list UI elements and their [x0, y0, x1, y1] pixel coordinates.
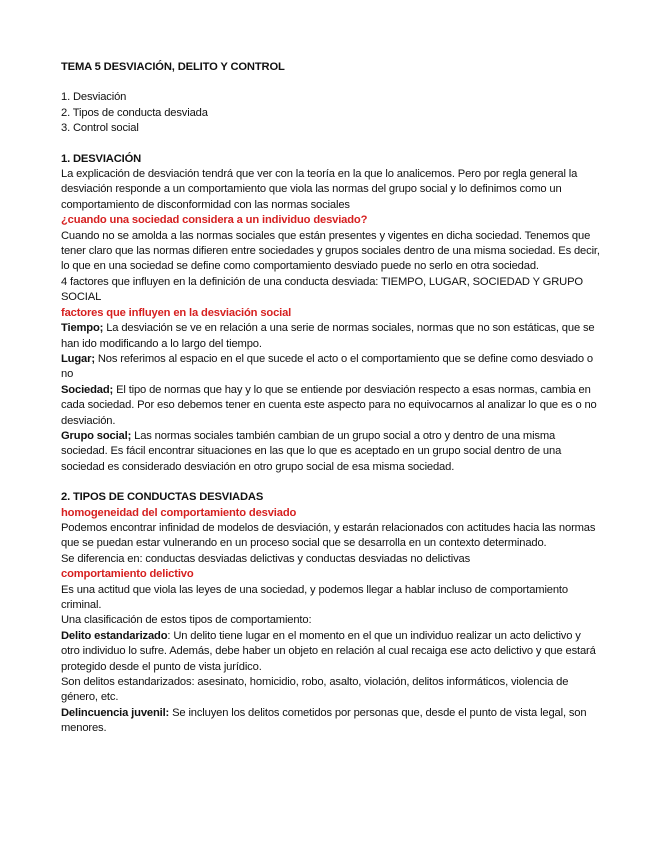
crime-text: : Un delito tiene lugar en el momento en el que un individuo realizar un acto delictivo y otro individuo lo sufre. Además, debe haber un objeto en relación al cual recaiga ese acto delictivo y que estará protegido desde el punto de vista jurídico. — [61, 629, 596, 673]
crime-text: Se incluyen los delitos cometidos por personas que, desde el punto de vista legal, son menores. — [61, 706, 587, 735]
factor-label: Tiempo; — [61, 322, 104, 335]
paragraph: La explicación de desviación tendrá que ver con la teoría en la que lo analicemos. Pero por regla general la desviación responde a un comportamiento que viola las normas del grupo social y lo definimos como un comportamiento de disconformidad con las normas sociales — [61, 168, 578, 211]
paragraph: Es una actitud que viola las leyes de una sociedad, y podemos llegar a hablar incluso de comportamiento criminal. — [61, 583, 568, 611]
crime-label: Delincuencia juvenil: — [61, 706, 170, 719]
factor-paragraph — [61, 321, 601, 352]
crime-label: Delito estandarizado — [61, 629, 168, 642]
factor-paragraph — [61, 352, 601, 383]
document-title: TEMA 5 DESVIACIÓN, DELITO Y CONTROL — [61, 61, 285, 73]
paragraph: Una clasificación de estos tipos de comportamiento: — [61, 614, 312, 627]
factor-text: La desviación se ve en relación a una serie de normas sociales, normas que no son estáticas, que se han ido modificando a lo largo del tiempo. — [61, 322, 595, 350]
factor-text: El tipo de normas que hay y lo que se entiende por desviación respecto a esas normas, cambia en cada sociedad. Por eso debemos tener en cuenta este aspecto para no equivocarnos al analizar lo que es o no desviación. — [61, 383, 597, 427]
red-subheading: comportamiento delictivo — [61, 568, 194, 581]
paragraph: Son delitos estandarizados: asesinato, homicidio, robo, asalto, violación, delitos informáticos, violencia de género, etc. — [61, 676, 569, 704]
section-heading-desviacion: 1. DESVIACIÓN — [61, 152, 142, 165]
spacer — [61, 475, 601, 490]
factor-label: Grupo social; — [61, 429, 132, 442]
document-page — [61, 60, 601, 737]
factor-label: Lugar; — [61, 352, 95, 365]
paragraph: Cuando no se amolda a las normas sociales que están presentes y vigentes en dicha sociedad. Tenemos que tener claro que las normas difieren entre sociedades y grupos sociales dentro de una misma sociedad. Es decir, lo que en una sociedad se define como comportamiento desviado puede no serlo en otra sociedad. — [61, 229, 600, 273]
factor-text: Las normas sociales también cambian de un grupo social a otro y dentro de una misma sociedad. Es fácil encontrar situaciones en las que lo que es aceptado en un grupo social dentro de una sociedad es considerado desviación en otro grupo social de esa misma sociedad. — [61, 429, 562, 473]
factor-text: Nos referimos al espacio en el que sucede el acto o el comportamiento que se define como desviado o no — [61, 352, 593, 381]
toc-item: 3. Control social — [61, 122, 139, 135]
section-heading-tipos: 2. TIPOS DE CONDUCTAS DESVIADAS — [61, 491, 264, 504]
paragraph: Se diferencia en: conductas desviadas delictivas y conductas desviadas no delictivas — [61, 552, 471, 565]
crime-paragraph — [61, 629, 601, 675]
red-subheading: ¿cuando una sociedad considera a un individuo desviado? — [61, 214, 368, 227]
paragraph: 4 factores que influyen en la definición de una conducta desviada: TIEMPO, LUGAR, SOCIEDAD Y GRUPO SOCIAL — [61, 275, 583, 304]
table-of-contents — [61, 90, 601, 136]
factor-label: Sociedad; — [61, 383, 114, 396]
toc-item: 1. Desviación — [61, 91, 127, 104]
paragraph: Podemos encontrar infinidad de modelos de desviación, y estarán relacionados con actitudes hacia las normas que se puedan estar vulnerando en un proceso social que se desarrolla en un contexto determinado. — [61, 521, 596, 550]
toc-item: 2. Tipos de conducta desviada — [61, 106, 208, 119]
factor-paragraph — [61, 429, 601, 475]
red-subheading: factores que influyen en la desviación social — [61, 306, 292, 319]
crime-paragraph — [61, 706, 601, 737]
factor-paragraph — [61, 383, 601, 429]
red-subheading: homogeneidad del comportamiento desviado — [61, 506, 297, 519]
